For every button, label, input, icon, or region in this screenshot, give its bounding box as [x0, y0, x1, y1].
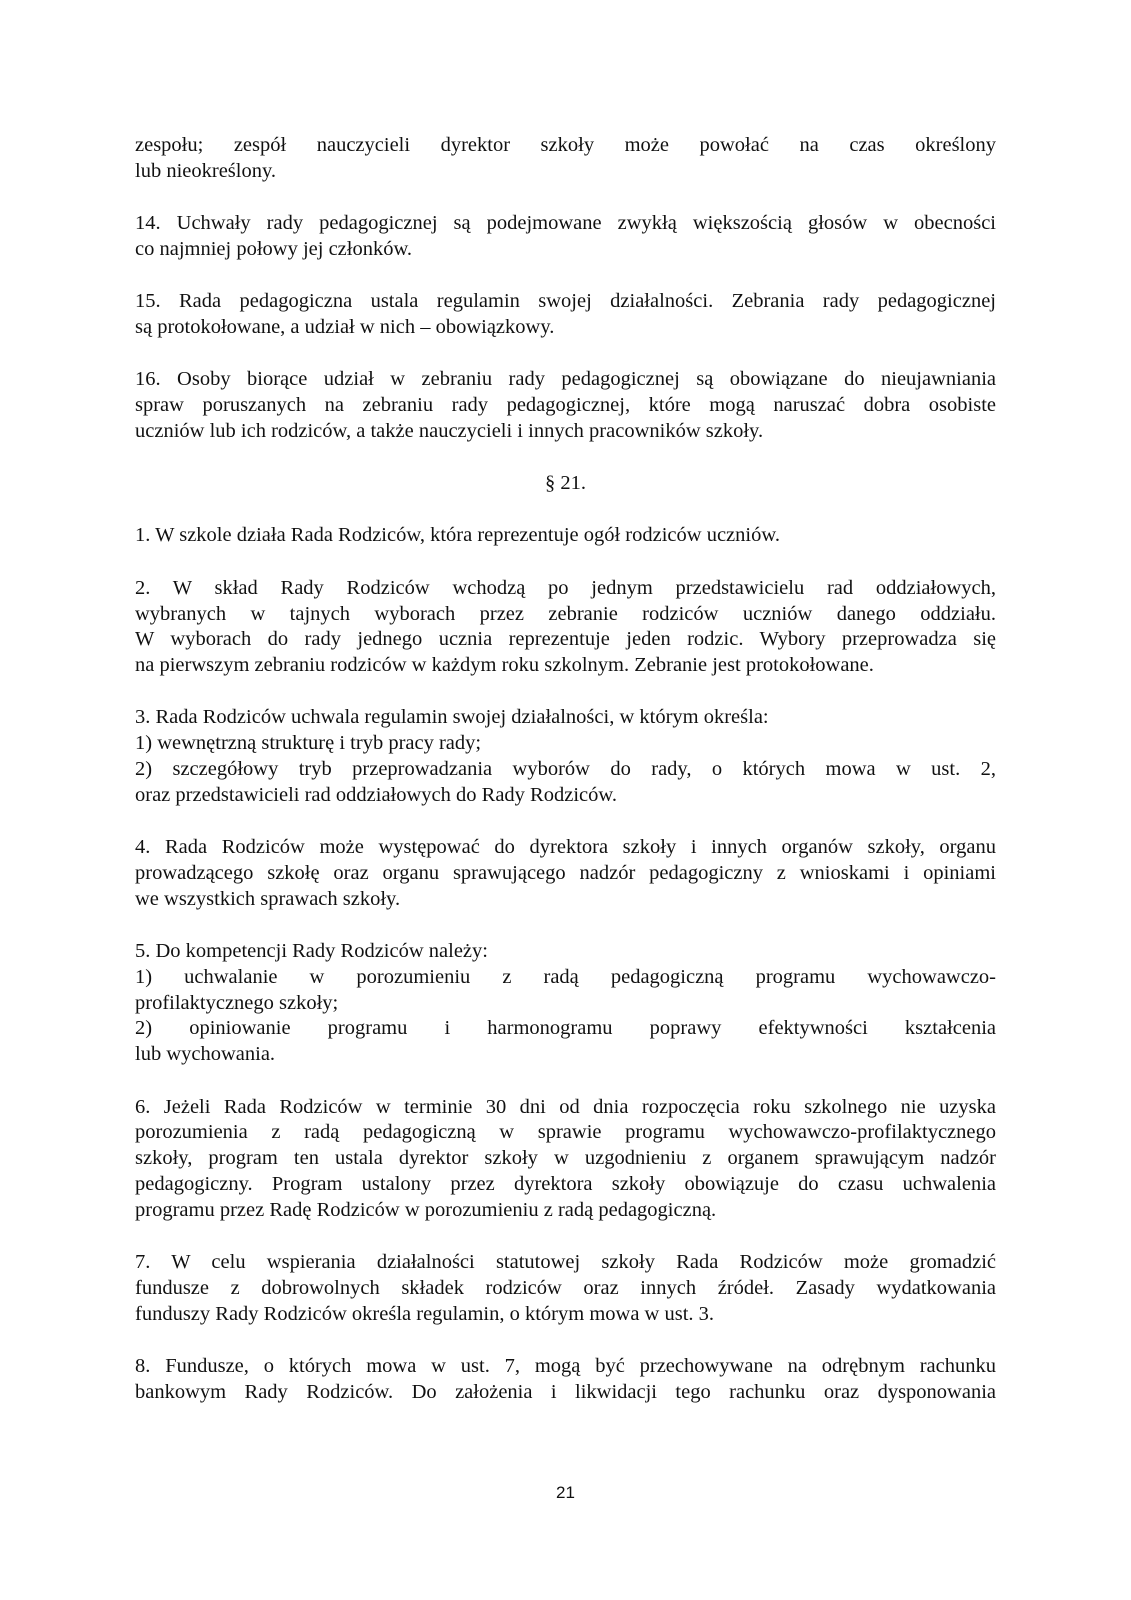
text-line: uczniów lub ich rodziców, a także nauczycieli i innych pracowników szkoły. — [135, 419, 764, 442]
paragraph — [135, 1250, 996, 1327]
text-line: 1) wewnętrzną strukturę i tryb pracy rady; — [135, 732, 482, 755]
text-line: pedagogiczny. Program ustalony przez dyrektora szkoły obowiązuje do czasu uchwalenia — [135, 1172, 996, 1195]
paragraph — [135, 705, 996, 808]
paragraph — [135, 523, 996, 549]
text-line: 7. W celu wspierania działalności statutowej szkoły Rada Rodziców może gromadzić — [135, 1251, 996, 1273]
paragraph — [135, 576, 996, 679]
text-line: lub nieokreślony. — [135, 159, 277, 182]
paragraph — [135, 1095, 996, 1224]
text-line: programu przez Radę Rodziców w porozumieniu z radą pedagogiczną. — [135, 1198, 717, 1221]
text-line: 2) szczegółowy tryb przeprowadzania wyborów do rady, o których mowa w ust. 2, — [135, 758, 996, 781]
text-line: 3. Rada Rodziców uchwala regulamin swojej działalności, w którym określa: — [135, 706, 769, 729]
text-line: lub wychowania. — [135, 1043, 276, 1066]
text-line: zespołu; zespół nauczycieli dyrektor szkoły może powołać na czas określony — [135, 134, 996, 156]
paragraph — [135, 1354, 996, 1406]
text-line: prowadzącego szkołę oraz organu sprawującego nadzór pedagogiczny z wnioskami i opiniami — [135, 861, 996, 884]
document-body — [135, 133, 996, 1432]
text-line: 14. Uchwały rady pedagogicznej są podejmowane zwykłą większością głosów w obecności — [135, 212, 996, 235]
text-line: funduszy Rady Rodziców określa regulamin, o którym mowa w ust. 3. — [135, 1302, 715, 1325]
text-line: szkoły, program ten ustala dyrektor szkoły w uzgodnieniu z organem sprawującym nadzór — [135, 1147, 996, 1170]
paragraph — [135, 289, 996, 341]
text-line: 1) uchwalanie w porozumieniu z radą pedagogiczną programu wychowawczo- — [135, 965, 996, 988]
page-number: 21 — [556, 1483, 575, 1502]
text-line: 15. Rada pedagogiczna ustala regulamin swojej działalności. Zebrania rady pedagogicznej — [135, 290, 996, 313]
section-heading: § 21. — [545, 472, 586, 495]
text-line: oraz przedstawicieli rad oddziałowych do Rady Rodziców. — [135, 783, 617, 806]
text-line: 2. W skład Rady Rodziców wchodzą po jednym przedstawicielu rad oddziałowych, — [135, 576, 996, 599]
text-line: co najmniej połowy jej członków. — [135, 237, 413, 260]
text-line: wybranych w tajnych wyborach przez zebranie rodziców uczniów danego oddziału. — [135, 602, 996, 625]
text-line: porozumienia z radą pedagogiczną w sprawie programu wychowawczo-profilaktycznego — [135, 1121, 996, 1144]
text-line: 8. Fundusze, o których mowa w ust. 7, mogą być przechowywane na odrębnym rachunku — [135, 1354, 996, 1377]
text-line: profilaktycznego szkoły; — [135, 991, 339, 1014]
text-line: 16. Osoby biorące udział w zebraniu rady pedagogicznej są obowiązane do nieujawniania — [135, 368, 996, 391]
text-line: spraw poruszanych na zebraniu rady pedagogicznej, które mogą naruszać dobra osobiste — [135, 394, 996, 417]
paragraph — [135, 835, 996, 912]
text-line: fundusze z dobrowolnych składek rodziców oraz innych źródeł. Zasady wydatkowania — [135, 1276, 996, 1299]
paragraph — [135, 367, 996, 444]
text-line: 1. W szkole działa Rada Rodziców, która reprezentuje ogół rodziców uczniów. — [135, 524, 780, 547]
text-line: 5. Do kompetencji Rady Rodziców należy: — [135, 940, 488, 963]
paragraph — [135, 133, 996, 185]
text-line: 6. Jeżeli Rada Rodziców w terminie 30 dni od dnia rozpoczęcia roku szkolnego nie uzyska — [135, 1095, 996, 1118]
text-line: bankowym Rady Rodziców. Do założenia i likwidacji tego rachunku oraz dysponowania — [135, 1380, 996, 1403]
text-line: we wszystkich sprawach szkoły. — [135, 887, 401, 910]
text-line: W wyborach do rady jednego ucznia reprezentuje jeden rodzic. Wybory przeprowadza się — [135, 628, 996, 651]
text-line: na pierwszym zebraniu rodziców w każdym roku szkolnym. Zebranie jest protokołowane. — [135, 654, 874, 677]
paragraph — [135, 939, 996, 1068]
text-line: 2) opiniowanie programu i harmonogramu poprawy efektywności kształcenia — [135, 1017, 996, 1040]
text-line: 4. Rada Rodziców może występować do dyrektora szkoły i innych organów szkoły, organu — [135, 836, 996, 859]
paragraph — [135, 211, 996, 263]
text-line: są protokołowane, a udział w nich – obowiązkowy. — [135, 315, 555, 338]
